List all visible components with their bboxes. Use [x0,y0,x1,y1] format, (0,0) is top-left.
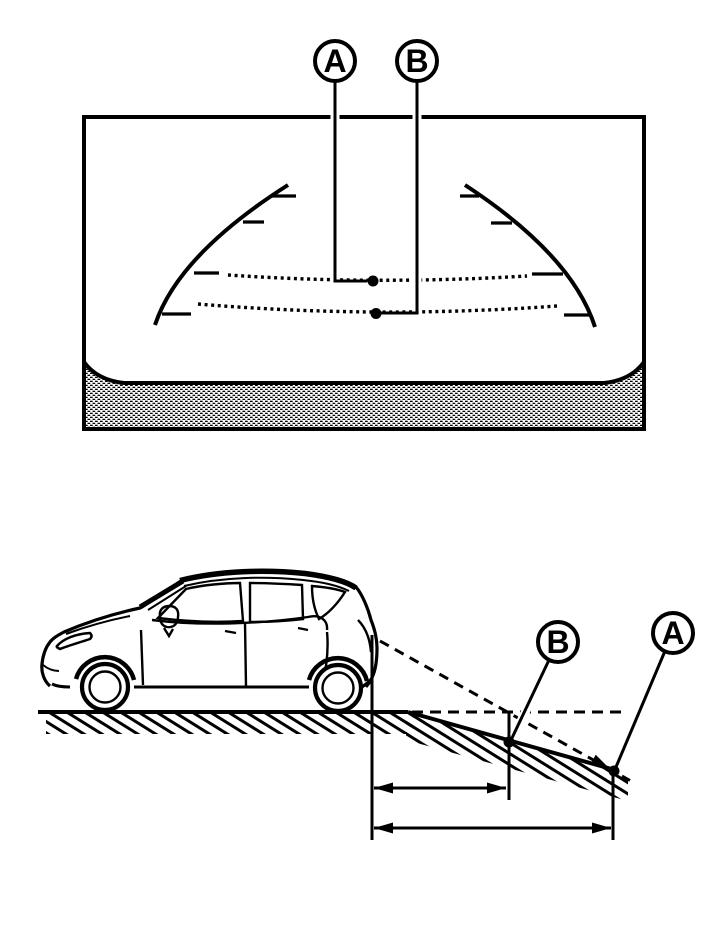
vehicle-illustration [42,571,377,711]
rear-bumper-area [84,362,644,429]
dimension-line-a-right-arrowhead [592,823,611,834]
dimension-line-b-left-arrowhead [374,783,393,794]
car-quarter-window [312,586,345,619]
monitor-view-figure [84,41,644,429]
dimension-line-b [374,783,506,794]
side-view-figure [38,571,693,840]
car-door-handles [225,628,308,633]
car-headlight [57,633,92,649]
point-a-marker [368,276,379,287]
guide-line-left [155,185,288,325]
dimension-line-a-left-arrowhead [374,823,393,834]
dimension-line-b-right-arrowhead [487,783,506,794]
rear-bumper-edge [84,362,644,383]
slope-point-a-marker [609,766,620,777]
car-a-pillar [140,581,183,607]
car-front-bumper-lip [43,665,59,671]
guide-line-right [465,185,595,327]
road-surface-hatching [46,714,414,734]
car-rear-window [250,583,303,622]
point-b-marker [371,308,382,319]
side-callout-a-leader [616,651,665,767]
callout-b-label: B [405,43,429,79]
leader-line-casing [335,96,417,306]
side-callout-b-label: B [546,624,570,660]
callout-a-label: A [323,43,347,79]
guide-line-ticks [162,196,591,315]
side-callout-a-label: A [661,615,685,651]
dimension-line-a [374,823,611,834]
callout-a-leader [335,81,367,281]
